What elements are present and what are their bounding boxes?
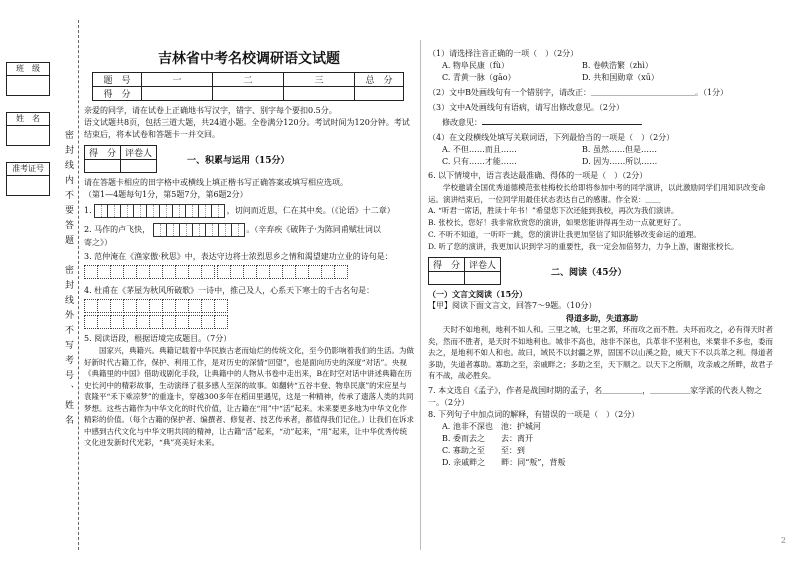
score-table bbox=[92, 72, 404, 101]
passage-intro: 【甲】阅读下面文言文，回答7～9题。（10分） bbox=[428, 301, 597, 310]
grader-label: 得 分 bbox=[429, 258, 465, 272]
question-7: 7. 本文选自《孟子》，作者是战国时期的孟子，名＿＿＿＿＿，＿＿＿＿＿家学派的代表人物之一。（2分） bbox=[428, 385, 763, 407]
grader-cell bbox=[121, 160, 157, 173]
r4-question: （4）在文段横线处填写关联词语，下列最恰当的一项是（ ）（2分） bbox=[428, 133, 675, 142]
question-3: 3. 范仲淹在《渔家傲·秋思》中，表达守边将士浓烈思乡之情和渴望建功立业的诗句是： bbox=[84, 252, 393, 261]
left-column bbox=[84, 48, 414, 461]
q1-number: 1. bbox=[84, 206, 92, 215]
answer-grid[interactable] bbox=[84, 315, 227, 329]
q6-intro: 学校邀请全国优秀道德模范张桂梅校长给即将参加中考的同学演讲，以此激励同学们用知识改变命运。演讲结束后，一位同学用最佳状态表达自己的感谢。作全说：＿＿ bbox=[428, 183, 766, 204]
question-8: 8. 下列句子中加点词的解释，有错误的一项是（ ）（2分） bbox=[428, 409, 640, 419]
question-4: 4. 杜甫在《茅屋为秋风所破歌》一诗中，推己及人，心系天下寒士的千古名句是： bbox=[84, 286, 375, 295]
r1-question: （1）请选择注音正确的一项（ ）（2分） bbox=[428, 49, 579, 58]
q1-tail: ，切问而近思，仁在其中矣。（《论语》十二章） bbox=[226, 206, 395, 215]
q8-option: B. 委而去之 去：离开 bbox=[442, 433, 533, 443]
instruction-greeting: 亲爱的同学，请在试卷上正确地书写汉字，错字、别字每个要扣0.5分。 bbox=[84, 106, 337, 115]
answer-line[interactable] bbox=[482, 124, 642, 125]
q2-tail: 。（辛弃疾《破阵子·为陈同甫赋壮词以 bbox=[246, 225, 381, 234]
question-1 bbox=[84, 204, 414, 218]
table-row-label: 得 分 bbox=[93, 87, 142, 101]
section-intro: 请在答题卡相应的田字格中或横线上填正楷书写正确答案或填写相应选项。 bbox=[84, 178, 348, 187]
grader-label: 评卷人 bbox=[465, 258, 501, 272]
grader-label: 得 分 bbox=[85, 146, 121, 160]
passage-title: 得道多助，失道寡助 bbox=[566, 313, 638, 323]
table-header-cell: 二 bbox=[213, 73, 284, 87]
name-label: 姓 名 bbox=[7, 113, 49, 126]
table-header-cell: 总 分 bbox=[355, 73, 404, 87]
q4-answer-row-2 bbox=[84, 315, 414, 329]
option: B. 虽然……但是…… bbox=[582, 145, 657, 154]
answer-grid[interactable] bbox=[84, 265, 214, 279]
question-6: 6. 以下情境中，语言表达最准确、得体的一项是（ ）（2分） bbox=[428, 171, 648, 180]
q2-head: 2. 马作的卢飞快， bbox=[84, 225, 151, 234]
section-title: 一、积累与运用（15分） bbox=[187, 155, 290, 166]
class-label: 班 级 bbox=[7, 63, 49, 76]
grader-cell bbox=[85, 160, 121, 173]
grader-table bbox=[428, 257, 501, 285]
q6-option: A. “听君一席话，胜读十年书！”希望您下次还能到我校，再次为我们演讲。 bbox=[428, 206, 679, 215]
score-cell bbox=[284, 87, 355, 101]
answer-grid[interactable] bbox=[94, 204, 224, 218]
table-header-cell: 题 号 bbox=[93, 73, 142, 87]
grader-table bbox=[84, 145, 157, 173]
instruction-text: 语文试题共8页，包括三道大题，共24道小题。全卷满分120分。考试时间为120分钟。考试结束后，将本试卷和答题卡一并交回。 bbox=[84, 118, 410, 139]
passage-body: 天时不如地利，地利不如人和。三里之城，七里之郭，环而攻之而不胜。夫环而攻之，必有得天时者矣，然而不胜者，是天时不如地利也。城非不高也，池非不深也，兵革非不坚利也，米粟非不多也，委而去之，是地利不如人和也。故曰，域民不以封疆之界，固国不以山溪之险，威天下不以兵革之利。得道者多助，失道者寡助。寡助之至，亲戚畔之；多助之至，天下顺之。以天下之所顺，攻亲戚之所畔，故君子有不战，战必胜矣。 bbox=[428, 325, 773, 380]
q8-option: C. 寡助之至 至：到 bbox=[442, 445, 525, 455]
q6-option: C. 不听不知道，一听吓一跳，您的演讲让我更加坚信了知识能够改变命运的道理。 bbox=[428, 230, 701, 239]
question-5-title: 5. 阅读语段，根据语境完成题目。（7分） bbox=[84, 334, 232, 343]
q6-option: D. 听了您的演讲，我更加认识到学习的重要性，我一定会加倍努力，力争上游，谢谢张校长。 bbox=[428, 242, 739, 251]
r3-question: （3）文中A处画线句有语病，请写出修改意见。（2分） bbox=[428, 103, 624, 112]
option: D. 共和国勋章（xū） bbox=[582, 73, 659, 82]
r2-question: （2）文中B处画线句有一个错别字，请改正：＿＿＿＿＿＿＿＿＿＿＿＿＿。（1分） bbox=[428, 88, 729, 97]
exam-no-label: 准考证号 bbox=[7, 163, 49, 176]
question-5-body: 国家兴，典籍兴。典籍记载着中华民族古老而灿烂的传统文化，至今仍影响着我们的生活。为做好新时代古籍工作，保护、利用工作，是对历史的深情“回望”，也是面向历史的深度“对话”。央视《典籍里的中国》借助戏剧化手段，让典籍中的人物从书卷中走出来，B在时空对话中讲述典籍在历史长河中的精彩故事，生动演绎了很多感人至深的故事。如翻转“五谷丰登、物阜民康”的宋应星与袁隆平“禾下乘凉梦”的重逢卡，穿越300多年在稻田里遇见，这是一种精神，传承了遗落人类的共同梦想。这些古籍作为中华文化的时代价值，让古籍在“用”中“活”起来。未来要更多地为中华文化作精彩的价值。（每个古籍的保护者、编撰者、修复者、技艺传承者，都值得我们记住。）让我们在诉求中感到古代文化与中华文明共同的精神，让古籍“活”起来，“动”起来，“用”起来，让中华优秀传统文化迸发新时代光彩，“典”亮美好未来。 bbox=[84, 346, 414, 447]
option: C. 只有……才能…… bbox=[442, 157, 517, 166]
option: D. 因为……所以…… bbox=[582, 157, 658, 166]
class-box bbox=[6, 62, 50, 96]
answer-grid[interactable] bbox=[153, 223, 244, 237]
page-number: 2 bbox=[780, 536, 786, 545]
seal-line bbox=[78, 20, 79, 550]
score-cell bbox=[142, 87, 213, 101]
r1-options bbox=[428, 60, 776, 84]
q6-option: B. 张校长，您好！我非常欣赏您的演讲，如果您能讲得再生动一点就更好了。 bbox=[428, 218, 686, 227]
r3-modify bbox=[428, 117, 776, 129]
right-column bbox=[428, 48, 776, 469]
subsection-title: （一）文言文阅读（15分） bbox=[428, 289, 528, 299]
name-box bbox=[6, 112, 50, 146]
question-2 bbox=[84, 223, 414, 237]
section-intro-2: （第1—4题每句1分，第5题7分，第6题2分） bbox=[84, 190, 248, 199]
answer-grid[interactable] bbox=[84, 299, 227, 313]
exam-no-box bbox=[6, 162, 50, 196]
grader-cell bbox=[429, 272, 465, 285]
table-header-cell: 一 bbox=[142, 73, 213, 87]
r3-modify-label: 修改意见： bbox=[442, 118, 482, 127]
score-cell bbox=[355, 87, 404, 101]
q3-answer-row bbox=[84, 265, 414, 279]
grader-label: 评卷人 bbox=[121, 146, 157, 160]
option: C. 青黄一脉（gāo） bbox=[442, 73, 516, 82]
page-title: 吉林省中考名校调研语文试题 bbox=[158, 51, 340, 67]
table-header-cell: 三 bbox=[284, 73, 355, 87]
q8-option: A. 池非不深也 池：护城河 bbox=[442, 421, 541, 431]
option: A. 不但……而且…… bbox=[442, 145, 517, 154]
section-title: 二、阅读（45分） bbox=[551, 267, 627, 278]
grader-cell bbox=[465, 272, 501, 285]
q2-tail-2: 寄之》） bbox=[84, 238, 112, 247]
q4-answer-row bbox=[84, 299, 414, 313]
option: B. 卷帙浩繁（zhì） bbox=[582, 61, 653, 70]
r4-options bbox=[428, 144, 776, 168]
q8-option: D. 亲戚畔之 畔：同“叛”，背叛 bbox=[442, 457, 566, 467]
option: A. 物阜民康（fù） bbox=[442, 61, 509, 70]
column-divider bbox=[420, 40, 421, 550]
seal-text: 密封线内不要答题 密封线外不写考号、姓名 bbox=[63, 130, 73, 430]
answer-grid[interactable] bbox=[217, 265, 347, 279]
score-cell bbox=[213, 87, 284, 101]
